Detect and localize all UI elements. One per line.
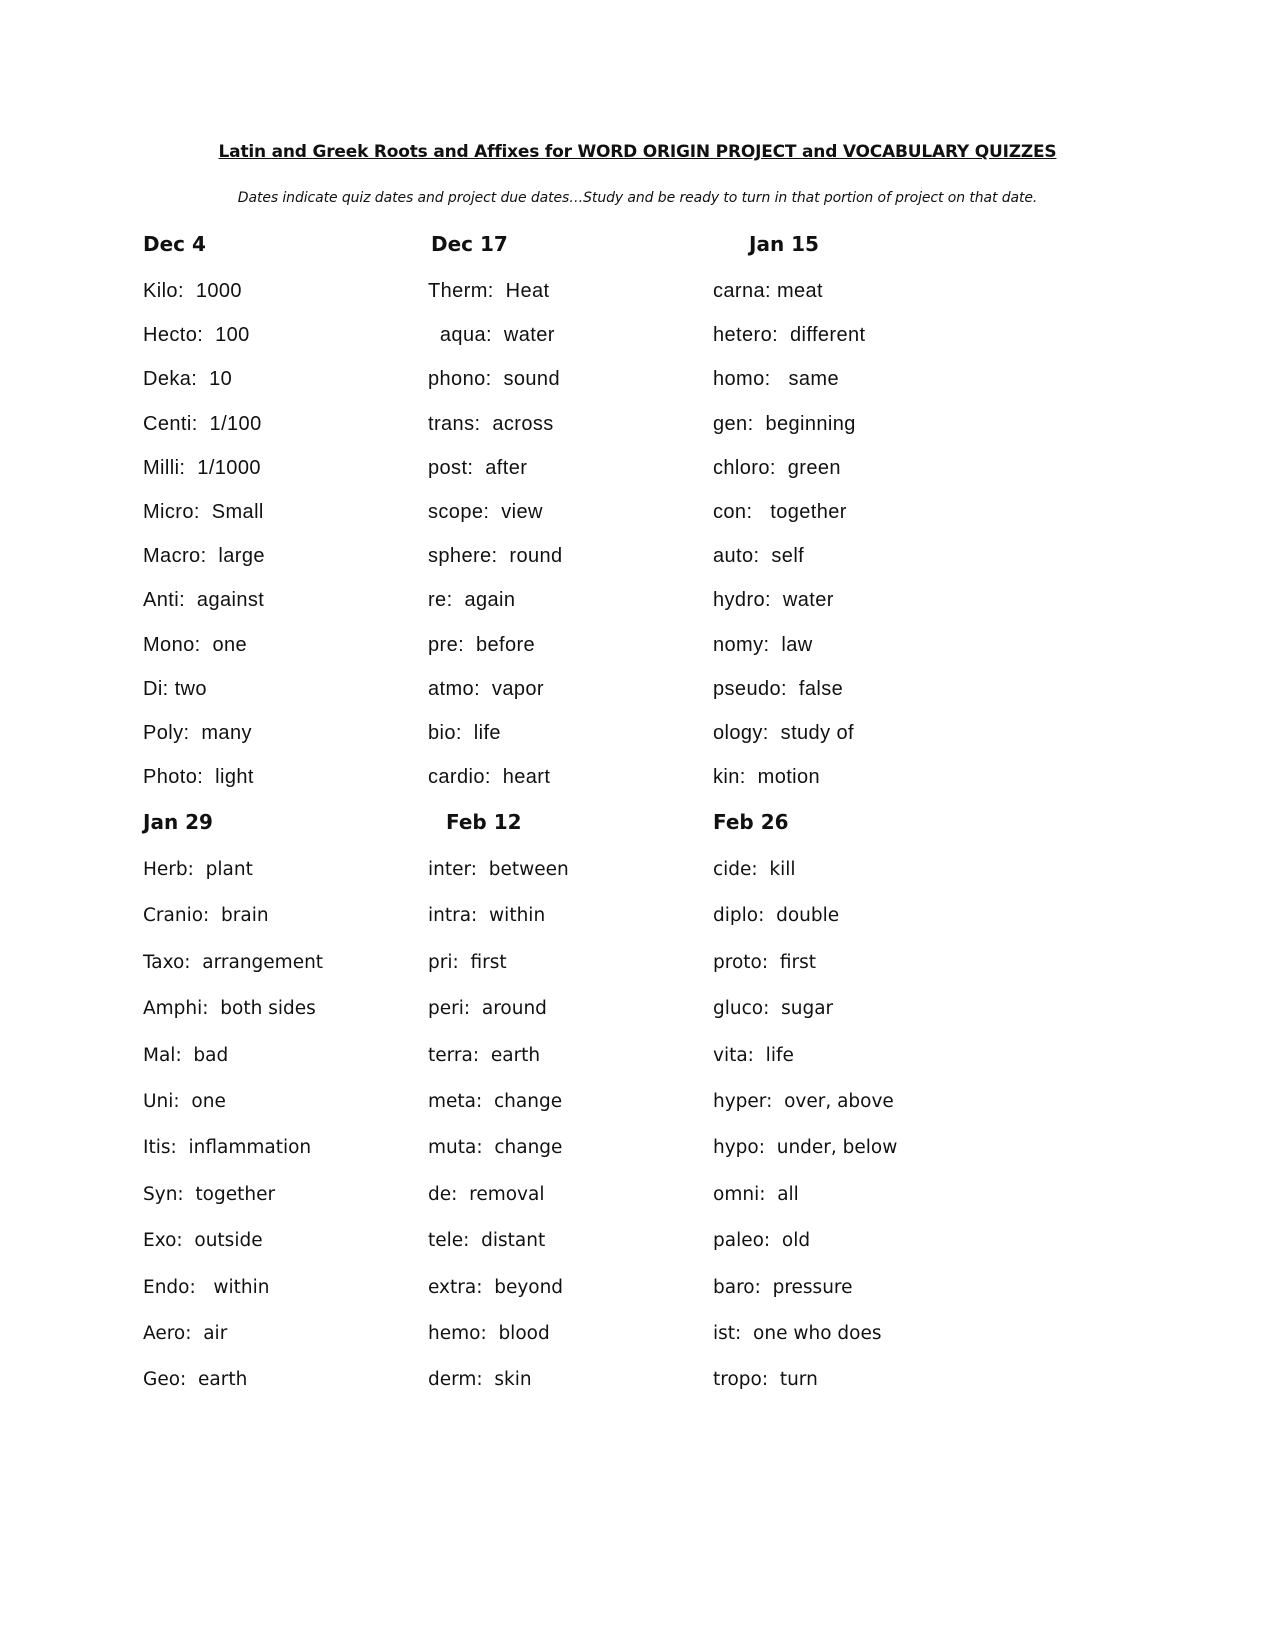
root-entry: trans: across [428,412,554,435]
root-entry: Itis: inflammation [143,1137,312,1159]
page-subtitle: Dates indicate quiz dates and project due dates…Study and be ready to turn in that portion of project on that date. [237,190,1038,206]
root-entry: pre: before [428,633,536,656]
root-entry: Hecto: 100 [143,324,250,347]
root-entry: phono: sound [428,368,560,391]
root-entry: Macro: large [143,545,265,568]
root-entry: omni: all [713,1183,799,1205]
root-entry: aqua: water [428,324,555,347]
quiz-date-heading: Feb 26 [713,810,789,834]
root-entry: muta: change [428,1137,563,1159]
root-entry: homo: same [713,368,839,391]
root-entry: carna: meat [713,280,824,302]
root-entry: bio: life [428,722,501,744]
root-entry: gen: beginning [713,412,856,435]
root-entry: Micro: Small [143,501,264,523]
root-entry: Photo: light [143,766,254,789]
root-entry: con: together [713,501,847,523]
root-entry: auto: self [713,545,805,568]
root-entry: terra: earth [428,1044,541,1066]
root-entry: de: removal [428,1183,545,1205]
root-entry: Herb: plant [143,859,253,880]
quiz-date-heading: Jan 15 [749,232,819,256]
root-entry: atmo: vapor [428,677,544,700]
root-entry: cide: kill [713,859,796,880]
root-entry: Therm: Heat [428,280,550,302]
root-entry: Taxo: arrangement [143,951,324,973]
root-entry: kin: motion [713,766,821,789]
root-entry: derm: skin [428,1369,532,1391]
quiz-date-heading: Jan 29 [143,810,213,834]
quiz-date-heading: Dec 4 [143,232,206,256]
root-entry: Exo: outside [143,1230,263,1252]
root-entry: Deka: 10 [143,368,233,391]
root-entry: pri: first [428,951,507,973]
root-entry: pseudo: false [713,677,844,700]
root-entry: hyper: over, above [713,1091,894,1112]
root-entry: peri: around [428,998,547,1020]
root-entry: paleo: old [713,1230,811,1252]
root-entry: Syn: together [143,1183,276,1205]
root-entry: ist: one who does [713,1323,882,1344]
root-entry: Aero: air [143,1323,228,1344]
root-entry: proto: first [713,951,816,973]
root-entry: baro: pressure [713,1276,853,1298]
root-entry: Mono: one [143,633,248,656]
root-entry: re: again [428,589,516,612]
root-entry: nomy: law [713,633,813,656]
root-entry: diplo: double [713,905,840,927]
root-entry: Milli: 1/1000 [143,456,261,479]
root-entry: hypo: under, below [713,1137,898,1159]
root-entry: Poly: many [143,722,252,744]
root-entry: Anti: against [143,589,265,612]
root-entry: gluco: sugar [713,998,834,1020]
root-entry: Amphi: both sides [143,998,316,1020]
root-entry: ology: study of [713,722,854,744]
root-entry: cardio: heart [428,766,551,789]
root-entry: tele: distant [428,1230,546,1252]
root-entry: vita: life [713,1044,794,1066]
quiz-date-heading: Feb 12 [446,810,522,834]
root-entry: extra: beyond [428,1276,564,1298]
root-entry: hydro: water [713,589,834,612]
root-entry: Geo: earth [143,1369,248,1391]
root-entry: hemo: blood [428,1323,550,1344]
root-entry: inter: between [428,859,569,880]
root-entry: Kilo: 1000 [143,280,242,302]
root-entry: Mal: bad [143,1044,229,1066]
root-entry: Centi: 1/100 [143,412,262,435]
root-entry: Uni: one [143,1091,226,1112]
root-entry: hetero: different [713,324,866,347]
root-entry: sphere: round [428,545,563,568]
root-entry: post: after [428,456,528,479]
root-entry: Di: two [143,677,207,700]
page-title: Latin and Greek Roots and Affixes for WORD ORIGIN PROJECT and VOCABULARY QUIZZES [218,142,1057,162]
root-entry: Cranio: brain [143,905,269,927]
root-entry: chloro: green [713,456,841,479]
quiz-date-heading: Dec 17 [431,232,508,256]
root-entry: intra: within [428,905,546,927]
root-entry: meta: change [428,1091,563,1112]
root-entry: Endo: within [143,1276,270,1298]
root-entry: scope: view [428,501,543,523]
root-entry: tropo: turn [713,1369,818,1391]
